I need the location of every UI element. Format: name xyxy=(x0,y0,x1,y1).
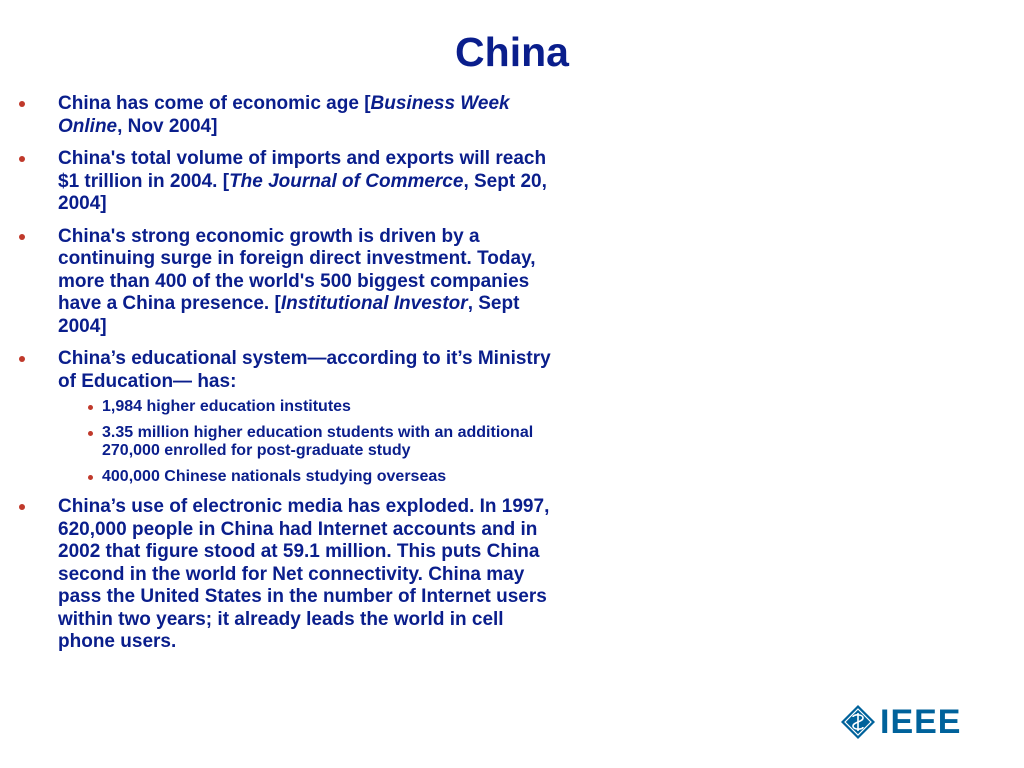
bullet-dot-icon xyxy=(19,156,25,162)
bullet-item xyxy=(16,93,556,138)
bullet-dot-icon xyxy=(19,101,25,107)
bullet-item xyxy=(16,226,556,339)
sub-bullet-text: 1,984 higher education institutes xyxy=(102,398,351,415)
bullet-text-segment: , Sept 2004] xyxy=(58,293,520,337)
bullet-text-segment: , Nov 2004] xyxy=(117,115,218,137)
bullet-dot-icon xyxy=(19,356,25,362)
citation-source: The Journal of Commerce xyxy=(229,170,464,192)
sub-bullet-dot-icon xyxy=(88,431,93,436)
slide-title: China xyxy=(455,29,569,75)
sub-bullet-list xyxy=(58,398,556,486)
ieee-logo xyxy=(840,700,964,744)
bullet-text xyxy=(58,148,556,216)
bullet-text xyxy=(58,496,556,654)
sub-bullet-text: 400,000 Chinese nationals studying overseas xyxy=(102,467,447,485)
bullet-text-segment: China’s educational system—according to it’s Ministry of Education— has: xyxy=(58,348,551,392)
bullet-dot-icon xyxy=(19,504,25,510)
bullet-item xyxy=(16,348,556,486)
sub-bullet-item xyxy=(58,398,556,417)
sub-bullet-dot-icon xyxy=(88,405,93,410)
bullet-text xyxy=(58,226,556,339)
bullet-text xyxy=(58,348,556,393)
sub-bullet-dot-icon xyxy=(88,475,93,480)
citation-source: Institutional Investor xyxy=(280,293,468,314)
ieee-diamond-icon xyxy=(840,704,876,740)
bullet-text-segment: China's total volume of imports and exports will reach $1 trillion in 2004. [ xyxy=(58,148,547,192)
bullet-text-segment: , Sept 20, 2004] xyxy=(58,170,547,214)
bullet-item xyxy=(16,148,556,216)
bullet-list xyxy=(16,93,556,664)
logo-text: IEEE xyxy=(880,703,962,741)
bullet-item xyxy=(16,496,556,654)
sub-bullet-text: 3.35 million higher education students with an additional 270,000 enrolled for post-graduate study xyxy=(102,423,534,459)
bullet-text-segment: China has come of economic age [ xyxy=(58,93,371,114)
sub-bullet-item xyxy=(58,424,556,461)
sub-bullet-item xyxy=(58,468,556,487)
bullet-text-segment: China's strong economic growth is driven by a continuing surge in foreign direct investment. Today, more than 400 of the world's 500 biggest companies have a China presence. [ xyxy=(58,225,536,314)
bullet-text xyxy=(58,93,556,138)
bullet-dot-icon xyxy=(19,234,25,240)
bullet-text-segment: China’s use of electronic media has exploded. In 1997, 620,000 people in China had Internet accounts and in 2002 that figure stood at 59.1 million. This puts China second in the world for Net connectivity. China may pass the United States in the number of Internet users within two years; it already leads the world in cell phone users. xyxy=(58,496,550,652)
citation-source: Business Week Online xyxy=(58,93,510,137)
